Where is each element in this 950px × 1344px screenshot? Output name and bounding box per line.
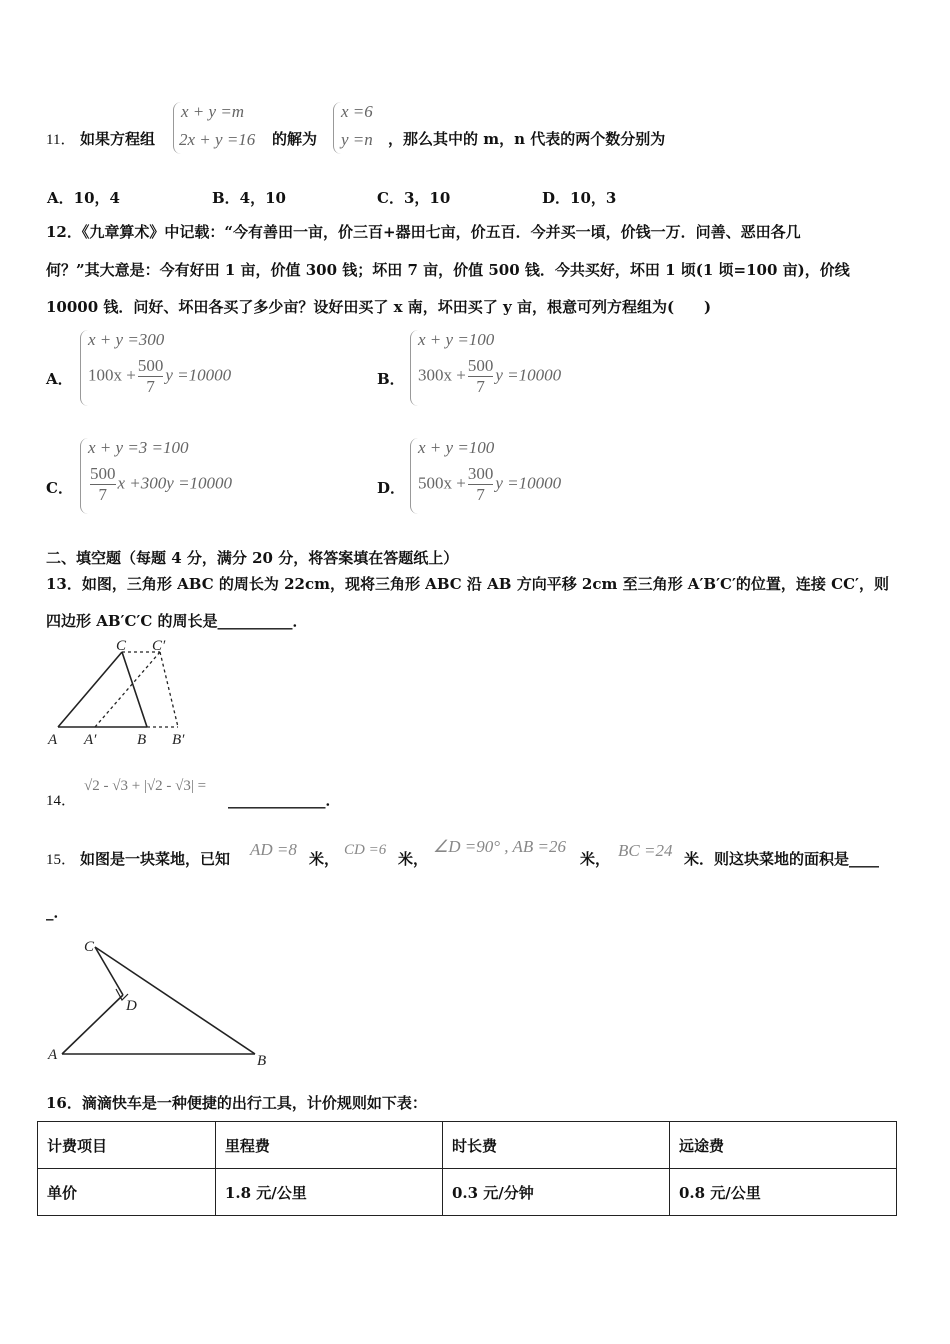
- eq: x + y =m: [181, 102, 245, 121]
- label-a-prime: A′: [84, 732, 97, 748]
- q15-garden-figure: [40, 933, 280, 1073]
- q12-option-a-system[interactable]: [80, 330, 287, 406]
- q13-line-2: 四边形 AB′C′C 的周长是__________．: [46, 612, 308, 630]
- section-heading: 二、填空题（每题 4 分，满分 20 分，将答案填在答题纸上）: [46, 549, 459, 567]
- q12-line-1: 12．《九章算术》中记载：“今有善田一亩，价三百+器田七亩，价五百．今并买一頃，价钱一万．问善、恶田各几: [46, 223, 801, 241]
- eq2a: 100x +: [88, 365, 136, 385]
- q11-option-d[interactable]: D．10，3: [542, 189, 617, 207]
- label-a: A: [48, 1047, 58, 1063]
- label-b: B: [137, 732, 147, 748]
- numerator: 500: [137, 356, 164, 375]
- table-cell: 远途费: [669, 1122, 896, 1169]
- q15-number: 15．: [46, 852, 77, 868]
- eq1: x + y =300: [88, 330, 165, 349]
- q12-option-c-system[interactable]: [80, 438, 287, 514]
- q11-option-c[interactable]: C．3，10: [377, 189, 451, 207]
- label-b: B: [257, 1053, 267, 1069]
- q12-option-c-label[interactable]: C．: [46, 479, 73, 497]
- numerator: 500: [467, 356, 494, 375]
- eq2b: x +300y =10000: [117, 473, 233, 493]
- eq1: x + y =100: [418, 438, 495, 457]
- q11-option-b[interactable]: B．4，10: [212, 189, 286, 207]
- eq1: x + y =3 =100: [88, 438, 189, 457]
- denominator: 7: [98, 485, 107, 504]
- eq2b: y =10000: [495, 473, 562, 493]
- q15-ad: AD =8: [250, 840, 297, 859]
- fraction: [90, 464, 116, 505]
- q11-option-a[interactable]: A．10，4: [47, 189, 120, 207]
- q13-translation-figure: [40, 640, 200, 750]
- table-cell: 0.8 元/公里: [669, 1169, 896, 1216]
- eq1: x + y =100: [418, 330, 495, 349]
- q12-option-d-system[interactable]: [410, 438, 617, 514]
- denominator: 7: [476, 377, 485, 396]
- q14-number: 14．: [46, 793, 77, 809]
- q12-option-a-label[interactable]: A．: [46, 370, 73, 388]
- eq2a: 500x +: [418, 473, 466, 493]
- q12-line-2: 何？”其大意是：今有好田 1 亩，价值 300 钱；坏田 7 亩，价值 500 钱．今共买好，坏田 1 顷(1 顷=100 亩)，价线: [46, 261, 850, 279]
- numerator: 500: [90, 464, 116, 483]
- numerator: 300: [467, 464, 494, 483]
- table-cell: 1.8 元/公里: [215, 1169, 442, 1216]
- q16-text: 16．滴滴快车是一种便捷的出行工具，计价规则如下表：: [46, 1094, 427, 1112]
- q14-answer-blank[interactable]: _____________．: [228, 791, 341, 809]
- label-b-prime: B′: [172, 732, 185, 748]
- q15-bc: BC =24: [618, 841, 673, 860]
- table-row: [38, 1169, 897, 1216]
- pricing-table: [37, 1121, 897, 1216]
- eq: 2x + y =16: [179, 130, 256, 149]
- q12-option-b-label[interactable]: B．: [377, 370, 405, 388]
- q11-mid: 的解为: [272, 130, 318, 148]
- label-c: C: [84, 939, 95, 955]
- denominator: 7: [476, 485, 485, 504]
- q12-option-d-label[interactable]: D．: [377, 479, 406, 497]
- q15-unit-1: 米，: [309, 850, 340, 868]
- label-a: A: [48, 732, 58, 748]
- eq2a: 300x +: [418, 365, 466, 385]
- q15-unit-2: 米，: [398, 850, 429, 868]
- fraction: [468, 356, 494, 397]
- eq2b: y =10000: [495, 365, 562, 385]
- q13-line-1: 13．如图，三角形 ABC 的周长为 22cm，现将三角形 ABC 沿 AB 方向平移 2cm 至三角形 A′B′C′的位置，连接 CC′，则: [46, 575, 889, 593]
- eq: y =n: [341, 130, 373, 149]
- q15-text-3: _．: [46, 903, 69, 921]
- table-cell: 计费项目: [38, 1122, 216, 1169]
- q15-angle-ab: ∠D =90° , AB =26: [433, 837, 566, 856]
- q15-unit-3: 米，: [580, 850, 611, 868]
- q14-expression: √2 - √3 + |√2 - √3| =: [84, 778, 207, 794]
- label-d: D: [126, 998, 137, 1014]
- table-cell: 里程费: [215, 1122, 442, 1169]
- q15-cd: CD =6: [344, 842, 387, 858]
- eq: x =6: [341, 102, 373, 121]
- table-header-row: [38, 1122, 897, 1169]
- q12-line-3: 10000 钱．问好、坏田各买了多少亩？设好田买了 x 南，坏田买了 y 亩，根意可列方程组为( ): [46, 298, 712, 316]
- q11-suffix: ，那么其中的 m，n 代表的两个数分别为: [388, 130, 666, 148]
- label-c: C: [116, 640, 127, 654]
- q12-option-b-system[interactable]: [410, 330, 617, 406]
- eq2b: y =10000: [165, 365, 232, 385]
- fraction: [138, 356, 164, 397]
- q15-text-1: 如图是一块菜地，已知: [80, 850, 231, 868]
- q11-system: [173, 102, 270, 154]
- table-cell: 单价: [38, 1169, 216, 1216]
- q11-prefix: 如果方程组: [80, 130, 156, 148]
- q15-text-2: 米．则这块菜地的面积是____: [684, 850, 880, 868]
- table-cell: 0.3 元/分钟: [442, 1169, 669, 1216]
- fraction: [468, 464, 494, 505]
- q11-number: 11．: [46, 132, 76, 148]
- label-c-prime: C′: [152, 640, 166, 654]
- denominator: 7: [146, 377, 155, 396]
- table-cell: 时长费: [442, 1122, 669, 1169]
